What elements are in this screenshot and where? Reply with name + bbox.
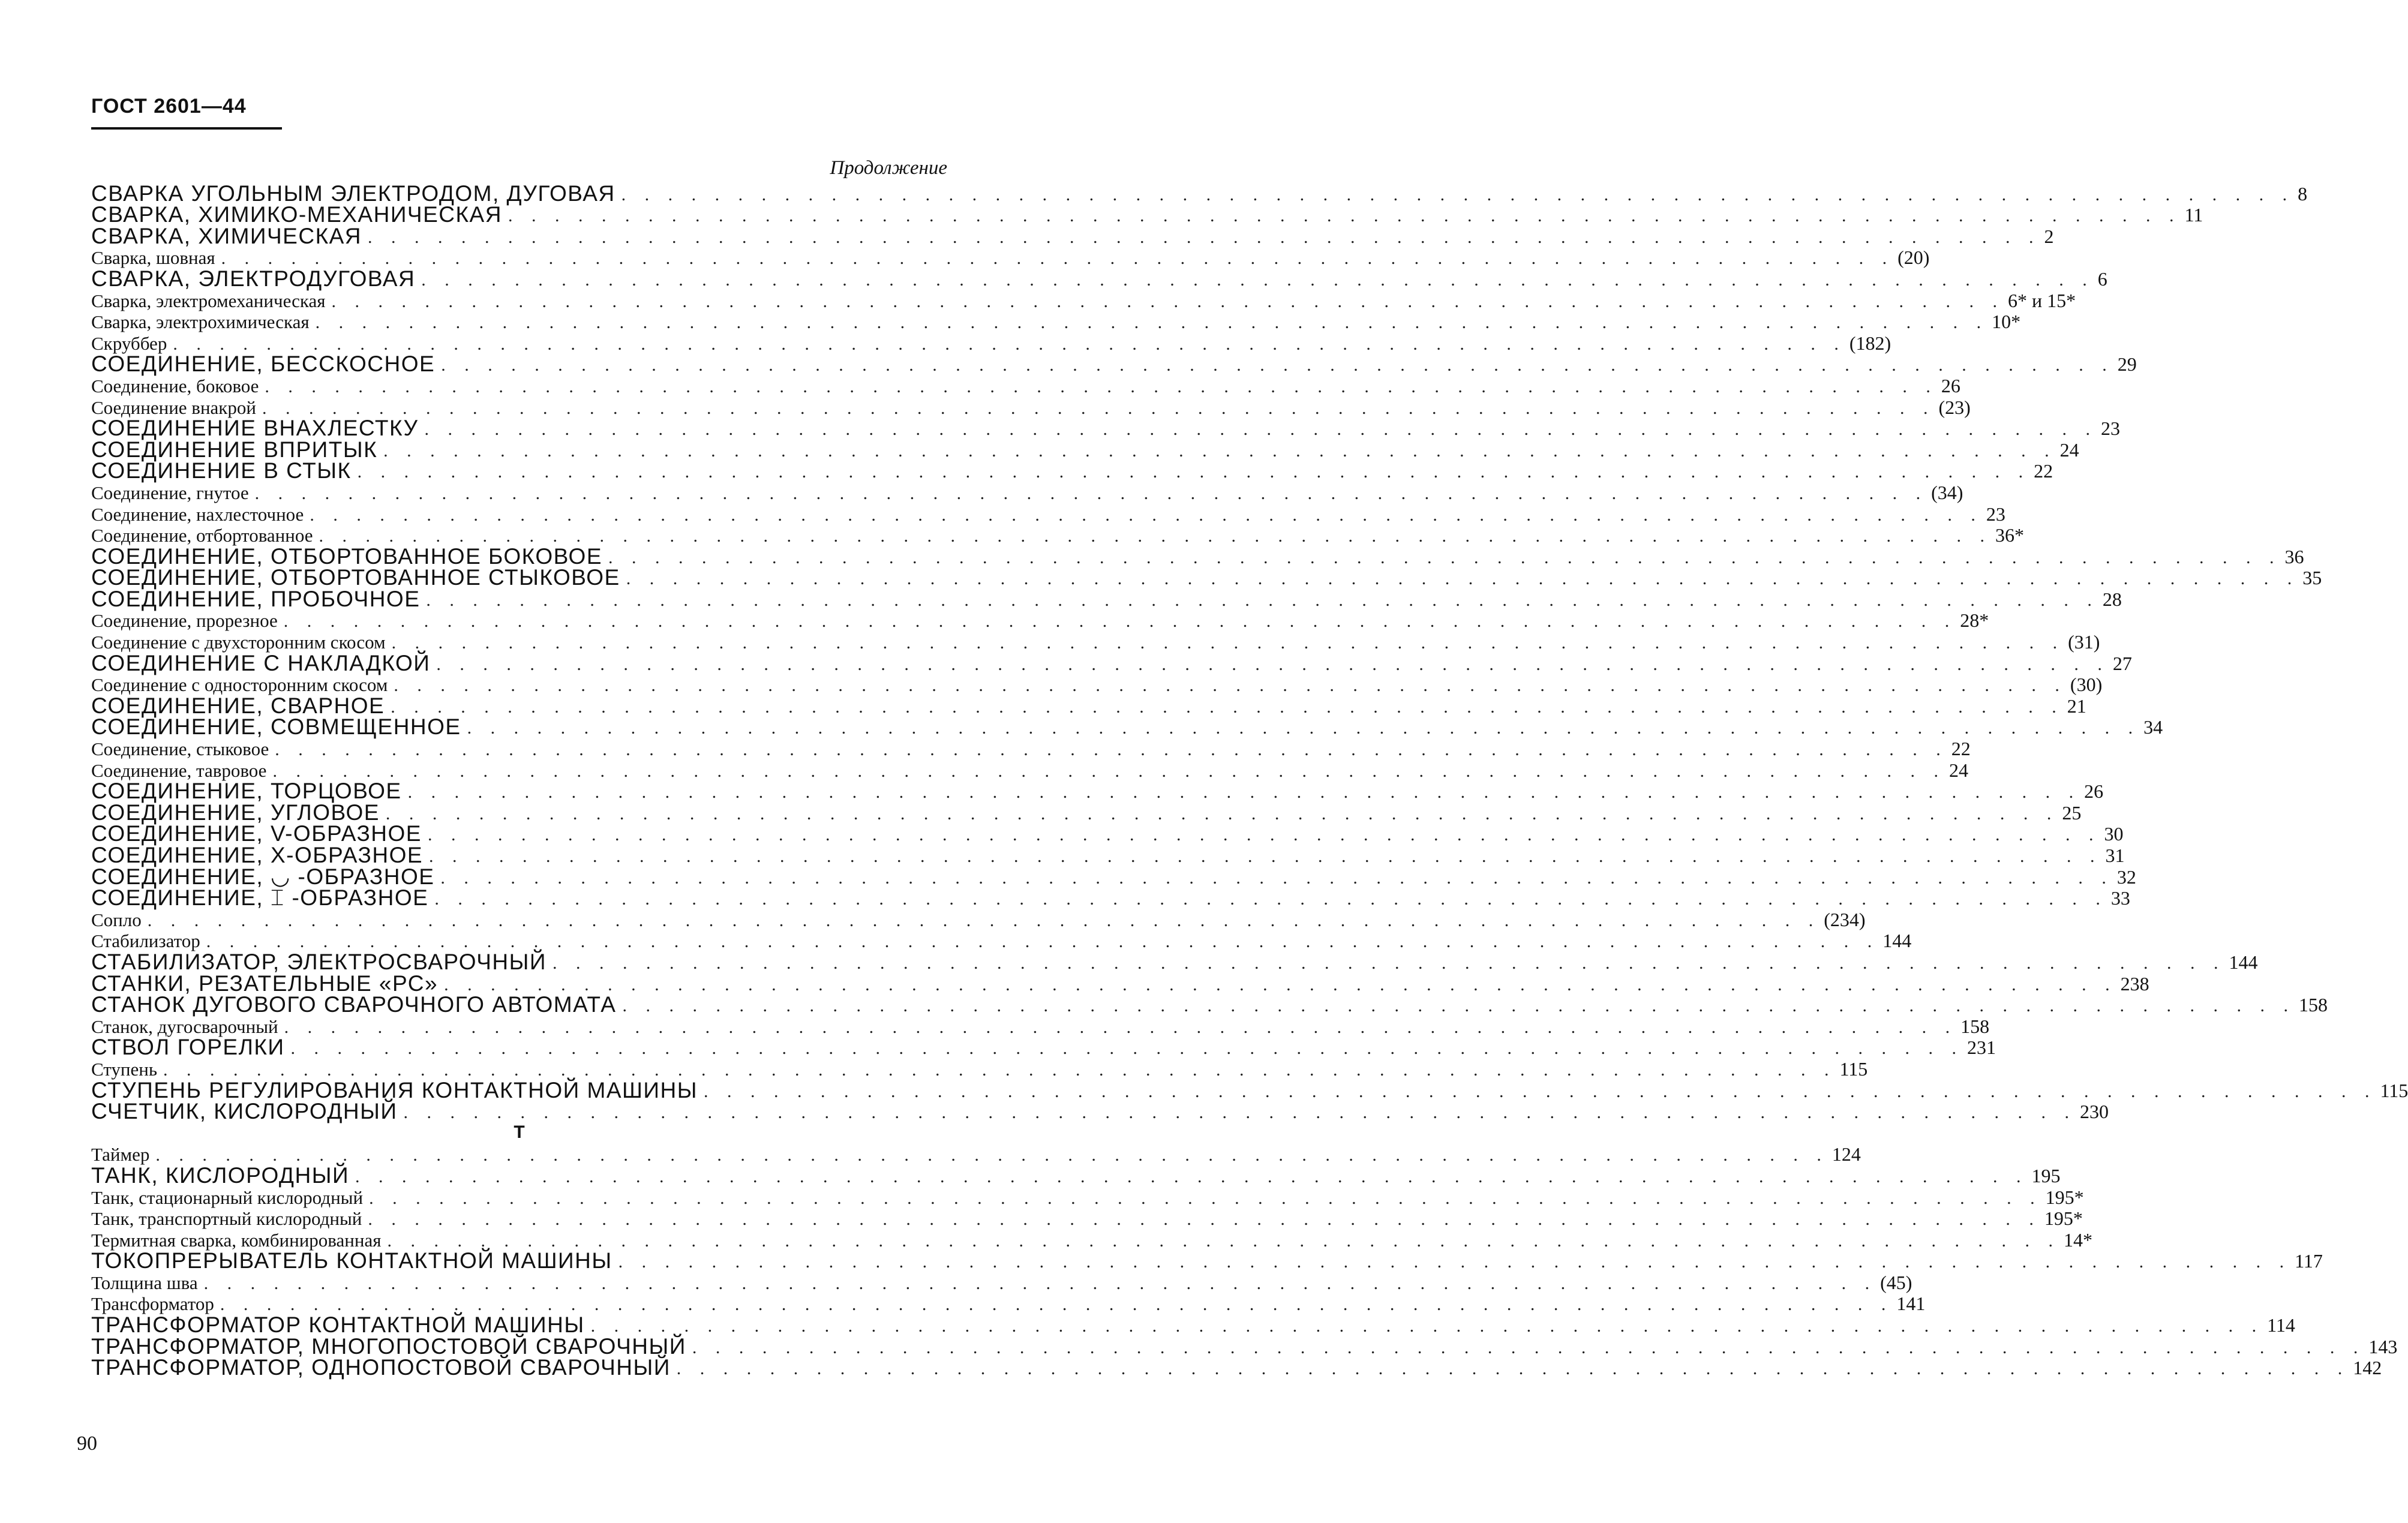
index-entry <box>91 1207 2083 1230</box>
index-entry <box>91 1355 2382 1380</box>
entry-page-ref: (34) <box>1931 481 1963 503</box>
dot-leader: . . . . . . . . . . . . . . . . . . . . . . . . . . . . . . . . . . . . . . . . . . . . . . . . . . . . . . . . . . . . . . . . . . . . . . . . <box>618 1252 2292 1272</box>
index-entry <box>91 693 2086 718</box>
index-entry <box>91 864 2136 889</box>
entry-page-ref: 142 <box>2353 1357 2382 1379</box>
entry-term: СОЕДИНЕНИЕ, ТОРЦОВОЕ <box>91 779 402 804</box>
index-entry <box>91 543 2304 569</box>
dot-leader: . . . . . . . . . . . . . . . . . . . . . . . . . . . . . . . . . . . . . . . . . . . . . . . . . . . . . . . . . . . . . . . . . . . . . . . . <box>621 184 2295 205</box>
index-entry <box>91 1312 2295 1338</box>
index-entry <box>91 1035 1996 1060</box>
index-entry <box>91 1186 2084 1208</box>
entry-term: СЧЕТЧИК, КИСЛОРОДНЫЙ <box>91 1099 398 1124</box>
dot-leader: . . . . . . . . . . . . . . . . . . . . . . . . . . . . . . . . . . . . . . . . . . . . . . . . . . . . . . . . . . . . . . . . . . . . . . . . <box>262 398 1935 418</box>
index-entry <box>91 1228 2092 1251</box>
entry-term: Соединение с односторонним скосом <box>91 674 388 696</box>
index-entry <box>91 630 2100 653</box>
entry-term: ТАНК, КИСЛОРОДНЫЙ <box>91 1162 350 1188</box>
dot-leader: . . . . . . . . . . . . . . . . . . . . . . . . . . . . . . . . . . . . . . . . . . . . . . . . . . . . . . . . . . . . . . . . . . . . . . . . <box>391 696 2064 717</box>
dot-leader: . . . . . . . . . . . . . . . . . . . . . . . . . . . . . . . . . . . . . . . . . . . . . . . . . . . . . . . . . . . . . . . . . . . . . . . . <box>434 889 2107 909</box>
index-entry <box>91 908 1866 930</box>
dot-leader: . . . . . . . . . . . . . . . . . . . . . . . . . . . . . . . . . . . . . . . . . . . . . . . . . . . . . . . . . . . . . . . . . . . . . . . . <box>385 803 2059 824</box>
entry-page-ref: 238 <box>2120 972 2149 995</box>
entry-term: СВАРКА УГОЛЬНЫМ ЭЛЕКТРОДОМ, ДУГОВАЯ <box>91 181 615 206</box>
dot-leader: . . . . . . . . . . . . . . . . . . . . . . . . . . . . . . . . . . . . . . . . . . . . . . . . . . . . . . . . . . . . . . . . . . . . . . . . <box>355 1166 2028 1186</box>
entry-term: СВАРКА, ХИМИКО-МЕХАНИЧЕСКАЯ <box>91 202 502 227</box>
entry-page-ref: 158 <box>2298 994 2328 1016</box>
entry-page-ref: 23 <box>2100 417 2120 440</box>
index-entry <box>91 1077 2408 1103</box>
index-entry <box>91 223 2054 248</box>
entry-term: Сварка, электромеханическая <box>91 290 326 311</box>
index-entry <box>91 416 2120 441</box>
index-entry <box>91 352 2137 377</box>
entry-page-ref: 144 <box>1882 930 1912 952</box>
index-entry <box>91 1058 1868 1080</box>
entry-term: СОЕДИНЕНИЕ, V-ОБРАЗНОЕ <box>91 821 422 846</box>
dot-leader: . . . . . . . . . . . . . . . . . . . . . . . . . . . . . . . . . . . . . . . . . . . . . . . . . . . . . . . . . . . . . . . . . . . . . . . . <box>444 974 2117 995</box>
dot-leader: . . . . . . . . . . . . . . . . . . . . . . . . . . . . . . . . . . . . . . . . . . . . . . . . . . . . . . . . . . . . . . . . . . . . . . . . <box>315 313 1989 333</box>
dot-leader: . . . . . . . . . . . . . . . . . . . . . . . . . . . . . . . . . . . . . . . . . . . . . . . . . . . . . . . . . . . . . . . . . . . . . . . . <box>387 1230 2060 1251</box>
dot-leader: . . . . . . . . . . . . . . . . . . . . . . . . . . . . . . . . . . . . . . . . . . . . . . . . . . . . . . . . . . . . . . . . . . . . . . . . <box>436 654 2109 674</box>
entry-page-ref: 30 <box>2104 823 2124 845</box>
entry-term: СТАНОК ДУГОВОГО СВАРОЧНОГО АВТОМАТА <box>91 992 617 1017</box>
entry-page-ref: 24 <box>2059 438 2079 461</box>
entry-term: ТРАНСФОРМАТОР КОНТАКТНОЙ МАШИНЫ <box>91 1312 585 1338</box>
index-entry <box>91 565 2322 590</box>
entry-page-ref: (234) <box>1824 908 1866 930</box>
index-entries <box>91 181 2408 1380</box>
dot-leader: . . . . . . . . . . . . . . . . . . . . . . . . . . . . . . . . . . . . . . . . . . . . . . . . . . . . . . . . . . . . . . . . . . . . . . . . <box>155 1145 1828 1165</box>
index-entry <box>91 737 1971 760</box>
index-entry <box>91 800 2082 825</box>
dot-leader: . . . . . . . . . . . . . . . . . . . . . . . . . . . . . . . . . . . . . . . . . . . . . . . . . . . . . . . . . . . . . . . . . . . . . . . . <box>203 1273 1877 1293</box>
dot-leader: . . . . . . . . . . . . . . . . . . . . . . . . . . . . . . . . . . . . . . . . . . . . . . . . . . . . . . . . . . . . . . . . . . . . . . . . <box>331 291 2004 311</box>
entry-term: Соединение, стыковое <box>91 738 269 760</box>
entry-page-ref: (31) <box>2068 631 2100 653</box>
dot-leader: . . . . . . . . . . . . . . . . . . . . . . . . . . . . . . . . . . . . . . . . . . . . . . . . . . . . . . . . . . . . . . . . . . . . . . . . <box>608 547 2281 567</box>
index-entry <box>91 503 2005 525</box>
entry-term: Танк, транспортный кислородный <box>91 1208 362 1230</box>
entry-page-ref: 230 <box>2079 1101 2109 1123</box>
entry-page-ref: 231 <box>1967 1037 1996 1059</box>
dot-leader: . . . . . . . . . . . . . . . . . . . . . . . . . . . . . . . . . . . . . . . . . . . . . . . . . . . . . . . . . . . . . . . . . . . . . . . . <box>427 825 2101 845</box>
entry-term: СОЕДИНЕНИЕ, ⌶ -ОБРАЗНОЕ <box>91 885 429 911</box>
entry-page-ref: 115 <box>1839 1058 1868 1080</box>
entry-term: СОЕДИНЕНИЕ, ◡ -ОБРАЗНОЕ <box>91 864 435 889</box>
index-entry <box>91 949 2258 974</box>
entry-term: СОЕДИНЕНИЕ, СОВМЕЩЕННОЕ <box>91 714 461 740</box>
dot-leader: . . . . . . . . . . . . . . . . . . . . . . . . . . . . . . . . . . . . . . . . . . . . . . . . . . . . . . . . . . . . . . . . . . . . . . . . <box>368 1209 2041 1230</box>
index-entry <box>91 885 2130 911</box>
dot-leader: . . . . . . . . . . . . . . . . . . . . . . . . . . . . . . . . . . . . . . . . . . . . . . . . . . . . . . . . . . . . . . . . . . . . . . . . <box>254 483 1928 503</box>
index-entry <box>91 971 2149 996</box>
entry-page-ref: 21 <box>2067 695 2086 717</box>
entry-term: Соединение, прорезное <box>91 610 278 632</box>
dot-leader: . . . . . . . . . . . . . . . . . . . . . . . . . . . . . . . . . . . . . . . . . . . . . . . . . . . . . . . . . . . . . . . . . . . . . . . . <box>383 440 2056 461</box>
continued-label: Продолжение <box>830 157 947 179</box>
entry-term: Ступень <box>91 1058 157 1080</box>
entry-page-ref: 25 <box>2062 801 2082 824</box>
dot-leader: . . . . . . . . . . . . . . . . . . . . . . . . . . . . . . . . . . . . . . . . . . . . . . . . . . . . . . . . . . . . . . . . . . . . . . . . <box>508 206 2181 226</box>
dot-leader: . . . . . . . . . . . . . . . . . . . . . . . . . . . . . . . . . . . . . . . . . . . . . . . . . . . . . . . . . . . . . . . . . . . . . . . . <box>290 1038 1963 1059</box>
entry-page-ref: 26 <box>1941 374 1960 396</box>
entry-page-ref: 195 <box>2031 1164 2061 1186</box>
index-entry <box>91 1271 1912 1293</box>
index-entry <box>91 524 2025 546</box>
dot-leader: . . . . . . . . . . . . . . . . . . . . . . . . . . . . . . . . . . . . . . . . . . . . . . . . . . . . . . . . . . . . . . . . . . . . . . . . <box>407 782 2081 803</box>
entry-term: ТРАНСФОРМАТОР, ОДНОПОСТОВОЙ СВАРОЧНЫЙ <box>91 1355 671 1380</box>
entry-page-ref: 144 <box>2229 951 2258 973</box>
entry-page-ref: 195* <box>2045 1186 2084 1208</box>
entry-page-ref: (45) <box>1880 1271 1912 1293</box>
index-entry <box>91 930 1912 952</box>
index-entry <box>91 779 2104 804</box>
entry-term: ТРАНСФОРМАТОР, МНОГОПОСТОВОЙ СВАРОЧНЫЙ <box>91 1333 686 1359</box>
entry-term: Таймер <box>91 1144 150 1165</box>
dot-leader: . . . . . . . . . . . . . . . . . . . . . . . . . . . . . . . . . . . . . . . . . . . . . . . . . . . . . . . . . . . . . . . . . . . . . . . . <box>357 462 2031 482</box>
entry-term: СОЕДИНЕНИЕ В СТЫК <box>91 458 352 483</box>
entry-term: Сопло <box>91 909 142 930</box>
dot-leader: . . . . . . . . . . . . . . . . . . . . . . . . . . . . . . . . . . . . . . . . . . . . . . . . . . . . . . . . . . . . . . . . . . . . . . . . <box>220 1294 1893 1315</box>
standard-header: ГОСТ 2601—44 <box>91 95 247 118</box>
index-entry <box>91 266 2107 291</box>
entry-term: Термитная сварка, комбинированная <box>91 1229 382 1251</box>
dot-leader: . . . . . . . . . . . . . . . . . . . . . . . . . . . . . . . . . . . . . . . . . . . . . . . . . . . . . . . . . . . . . . . . . . . . . . . . <box>163 1059 1836 1080</box>
entry-page-ref: 36 <box>2284 545 2304 567</box>
dot-leader: . . . . . . . . . . . . . . . . . . . . . . . . . . . . . . . . . . . . . . . . . . . . . . . . . . . . . . . . . . . . . . . . . . . . . . . . <box>391 633 2065 653</box>
entry-page-ref: (20) <box>1897 247 1930 269</box>
dot-leader: . . . . . . . . . . . . . . . . . . . . . . . . . . . . . . . . . . . . . . . . . . . . . . . . . . . . . . . . . . . . . . . . . . . . . . . . <box>424 419 2097 440</box>
entry-term: Соединение, гнутое <box>91 482 249 503</box>
entry-page-ref: 6* и 15* <box>2007 289 2076 311</box>
entry-page-ref: 158 <box>1960 1015 1990 1037</box>
entry-term: ТОКОПРЕРЫВАТЕЛЬ КОНТАКТНОЙ МАШИНЫ <box>91 1248 612 1273</box>
entry-page-ref: 117 <box>2295 1250 2323 1272</box>
entry-term: Сварка, шовная <box>91 247 215 269</box>
entry-page-ref: 32 <box>2116 866 2136 888</box>
entry-page-ref: 115 <box>2380 1079 2408 1101</box>
index-entry <box>91 396 1971 418</box>
index-entry <box>91 714 2163 740</box>
index-entry <box>91 586 2122 611</box>
entry-term: СОЕДИНЕНИЕ ВПРИТЫК <box>91 437 378 462</box>
entry-page-ref: 34 <box>2143 716 2163 738</box>
entry-page-ref: 31 <box>2105 845 2125 866</box>
entry-page-ref: 8 <box>2298 182 2308 205</box>
dot-leader: . . . . . . . . . . . . . . . . . . . . . . . . . . . . . . . . . . . . . . . . . . . . . . . . . . . . . . . . . . . . . . . . . . . . . . . . <box>552 953 2226 973</box>
entry-term: СОЕДИНЕНИЕ ВНАХЛЕСТКУ <box>91 416 419 441</box>
index-entry <box>91 332 1891 354</box>
index-entry <box>91 759 1968 781</box>
dot-leader: . . . . . . . . . . . . . . . . . . . . . . . . . . . . . . . . . . . . . . . . . . . . . . . . . . . . . . . . . . . . . . . . . . . . . . . . <box>206 932 1879 952</box>
entry-term: СОЕДИНЕНИЕ, УГЛОВОЕ <box>91 800 380 825</box>
entry-term: СВАРКА, ЭЛЕКТРОДУГОВАЯ <box>91 266 416 291</box>
index-entry <box>91 1333 2398 1359</box>
dot-leader: . . . . . . . . . . . . . . . . . . . . . . . . . . . . . . . . . . . . . . . . . . . . . . . . . . . . . . . . . . . . . . . . . . . . . . . . <box>622 996 2295 1016</box>
entry-page-ref: 28* <box>1960 609 1989 632</box>
dot-leader: . . . . . . . . . . . . . . . . . . . . . . . . . . . . . . . . . . . . . . . . . . . . . . . . . . . . . . . . . . . . . . . . . . . . . . . . <box>590 1316 2264 1336</box>
entry-term: Танк, стационарный кислородный <box>91 1186 364 1208</box>
entry-page-ref: 29 <box>2117 353 2137 376</box>
entry-page-ref: 26 <box>2084 780 2104 803</box>
entry-page-ref: 22 <box>2034 460 2053 482</box>
dot-leader: . . . . . . . . . . . . . . . . . . . . . . . . . . . . . . . . . . . . . . . . . . . . . . . . . . . . . . . . . . . . . . . . . . . . . . . . <box>676 1359 2350 1379</box>
page-number: 90 <box>77 1432 97 1455</box>
entry-term: СОЕДИНЕНИЕ, ПРОБОЧНОЕ <box>91 586 421 611</box>
dot-leader: . . . . . . . . . . . . . . . . . . . . . . . . . . . . . . . . . . . . . . . . . . . . . . . . . . . . . . . . . . . . . . . . . . . . . . . . <box>403 1103 2076 1123</box>
entry-page-ref: 10* <box>1992 311 2021 333</box>
entry-page-ref: 22 <box>1951 738 1971 760</box>
dot-leader: . . . . . . . . . . . . . . . . . . . . . . . . . . . . . . . . . . . . . . . . . . . . . . . . . . . . . . . . . . . . . . . . . . . . . . . . <box>692 1337 2365 1357</box>
index-entry <box>91 674 2103 696</box>
index-entry <box>91 609 1989 632</box>
index-entry <box>91 247 1930 269</box>
entry-term: Соединение, нахлесточное <box>91 503 304 525</box>
dot-leader: . . . . . . . . . . . . . . . . . . . . . . . . . . . . . . . . . . . . . . . . . . . . . . . . . . . . . . . . . . . . . . . . . . . . . . . . <box>275 740 1948 760</box>
entry-page-ref: 6 <box>2097 268 2107 290</box>
index-entry <box>91 458 2053 483</box>
dot-leader: . . . . . . . . . . . . . . . . . . . . . . . . . . . . . . . . . . . . . . . . . . . . . . . . . . . . . . . . . . . . . . . . . . . . . . . . <box>421 269 2094 290</box>
entry-term: СТАНКИ, РЕЗАТЕЛЬНЫЕ «РС» <box>91 971 439 996</box>
index-entry <box>91 311 2021 333</box>
index-entry <box>91 1143 1861 1165</box>
entry-term: СОЕДИНЕНИЕ, ОТБОРТОВАННОЕ БОКОВОЕ <box>91 543 603 569</box>
index-entry <box>91 1162 2061 1188</box>
entry-term: СВАРКА, ХИМИЧЕСКАЯ <box>91 223 362 248</box>
entry-page-ref: (182) <box>1849 332 1891 354</box>
entry-page-ref: 35 <box>2302 567 2322 589</box>
entry-term: Толщина шва <box>91 1272 198 1293</box>
entry-term: СТВОЛ ГОРЕЛКИ <box>91 1035 285 1060</box>
entry-term: СТУПЕНЬ РЕГУЛИРОВАНИЯ КОНТАКТНОЙ МАШИНЫ <box>91 1077 698 1103</box>
entry-term: СОЕДИНЕНИЕ, Х-ОБРАЗНОЕ <box>91 843 424 867</box>
dot-leader: . . . . . . . . . . . . . . . . . . . . . . . . . . . . . . . . . . . . . . . . . . . . . . . . . . . . . . . . . . . . . . . . . . . . . . . . <box>284 1017 1957 1037</box>
entry-page-ref: 11 <box>2184 204 2203 226</box>
dot-leader: . . . . . . . . . . . . . . . . . . . . . . . . . . . . . . . . . . . . . . . . . . . . . . . . . . . . . . . . . . . . . . . . . . . . . . . . <box>441 355 2114 376</box>
entry-page-ref: 2 <box>2044 225 2054 247</box>
dot-leader: . . . . . . . . . . . . . . . . . . . . . . . . . . . . . . . . . . . . . . . . . . . . . . . . . . . . . . . . . . . . . . . . . . . . . . . . <box>394 675 2067 696</box>
dot-leader: . . . . . . . . . . . . . . . . . . . . . . . . . . . . . . . . . . . . . . . . . . . . . . . . . . . . . . . . . . . . . . . . . . . . . . . . <box>283 611 1957 632</box>
index-entry <box>91 437 2079 462</box>
section-letter: Т <box>514 1122 525 1143</box>
dot-leader: . . . . . . . . . . . . . . . . . . . . . . . . . . . . . . . . . . . . . . . . . . . . . . . . . . . . . . . . . . . . . . . . . . . . . . . . <box>310 504 1983 525</box>
entry-page-ref: 23 <box>1986 503 2005 525</box>
entry-page-ref: 114 <box>2267 1314 2295 1336</box>
dot-leader: . . . . . . . . . . . . . . . . . . . . . . . . . . . . . . . . . . . . . . . . . . . . . . . . . . . . . . . . . . . . . . . . . . . . . . . . <box>626 569 2299 589</box>
entry-term: Соединение с двухсторонним скосом <box>91 632 386 653</box>
dot-leader: . . . . . . . . . . . . . . . . . . . . . . . . . . . . . . . . . . . . . . . . . . . . . . . . . . . . . . . . . . . . . . . . . . . . . . . . <box>703 1081 2377 1101</box>
entry-term: Соединение, тавровое <box>91 759 267 781</box>
dot-leader: . . . . . . . . . . . . . . . . . . . . . . . . . . . . . . . . . . . . . . . . . . . . . . . . . . . . . . . . . . . . . . . . . . . . . . . . <box>369 1188 2042 1208</box>
entry-term: Станок, дугосварочный <box>91 1016 278 1037</box>
entry-page-ref: 27 <box>2112 652 2132 674</box>
entry-term: СОЕДИНЕНИЕ, СВАРНОЕ <box>91 693 385 718</box>
entry-term: СОЕДИНЕНИЕ, ОТБОРТОВАННОЕ СТЫКОВОЕ <box>91 565 620 590</box>
index-entry <box>91 1099 2109 1124</box>
entry-term: Соединение внакрой <box>91 396 256 418</box>
entry-term: Соединение, отбортованное <box>91 525 313 546</box>
entry-page-ref: 36* <box>1995 524 2025 546</box>
dot-leader: . . . . . . . . . . . . . . . . . . . . . . . . . . . . . . . . . . . . . . . . . . . . . . . . . . . . . . . . . . . . . . . . . . . . . . . . <box>440 867 2113 888</box>
dot-leader: . . . . . . . . . . . . . . . . . . . . . . . . . . . . . . . . . . . . . . . . . . . . . . . . . . . . . . . . . . . . . . . . . . . . . . . . <box>467 718 2140 738</box>
dot-leader: . . . . . . . . . . . . . . . . . . . . . . . . . . . . . . . . . . . . . . . . . . . . . . . . . . . . . . . . . . . . . . . . . . . . . . . . <box>147 910 1821 930</box>
entry-page-ref: 143 <box>2368 1335 2398 1357</box>
index-entry <box>91 1248 2323 1273</box>
header-rule <box>91 127 282 130</box>
index-entry <box>91 481 1963 503</box>
index-entry <box>91 202 2203 227</box>
index-entry <box>91 181 2308 206</box>
entry-term: СОЕДИНЕНИЕ, БЕССКОСНОЕ <box>91 352 436 377</box>
entry-term: Скруббер <box>91 332 167 354</box>
entry-page-ref: 14* <box>2064 1228 2092 1251</box>
entry-page-ref: 33 <box>2110 887 2130 909</box>
index-entry <box>91 821 2124 846</box>
dot-leader: . . . . . . . . . . . . . . . . . . . . . . . . . . . . . . . . . . . . . . . . . . . . . . . . . . . . . . . . . . . . . . . . . . . . . . . . <box>221 248 1894 269</box>
entry-term: СТАБИЛИЗАТОР, ЭЛЕКТРОСВАРОЧНЫЙ <box>91 949 547 974</box>
index-entry <box>91 1015 1990 1037</box>
entry-page-ref: 141 <box>1896 1293 1926 1315</box>
entry-page-ref: (30) <box>2070 674 2103 696</box>
entry-term: Трансформатор <box>91 1293 214 1315</box>
entry-term: СОЕДИНЕНИЕ С НАКЛАДКОЙ <box>91 650 431 675</box>
entry-page-ref: 28 <box>2102 588 2122 610</box>
index-entry <box>91 843 2125 867</box>
entry-term: Сварка, электрохимическая <box>91 311 310 333</box>
dot-leader: . . . . . . . . . . . . . . . . . . . . . . . . . . . . . . . . . . . . . . . . . . . . . . . . . . . . . . . . . . . . . . . . . . . . . . . . <box>429 846 2102 866</box>
dot-leader: . . . . . . . . . . . . . . . . . . . . . . . . . . . . . . . . . . . . . . . . . . . . . . . . . . . . . . . . . . . . . . . . . . . . . . . . <box>265 376 1938 396</box>
dot-leader: . . . . . . . . . . . . . . . . . . . . . . . . . . . . . . . . . . . . . . . . . . . . . . . . . . . . . . . . . . . . . . . . . . . . . . . . <box>368 227 2041 247</box>
dot-leader: . . . . . . . . . . . . . . . . . . . . . . . . . . . . . . . . . . . . . . . . . . . . . . . . . . . . . . . . . . . . . . . . . . . . . . . . <box>426 590 2099 610</box>
entry-page-ref: 195* <box>2044 1207 2083 1230</box>
index-entry <box>91 1293 1926 1315</box>
dot-leader: . . . . . . . . . . . . . . . . . . . . . . . . . . . . . . . . . . . . . . . . . . . . . . . . . . . . . . . . . . . . . . . . . . . . . . . . <box>173 334 1846 354</box>
index-entry <box>91 650 2132 675</box>
index-entry <box>91 289 2076 311</box>
dot-leader: . . . . . . . . . . . . . . . . . . . . . . . . . . . . . . . . . . . . . . . . . . . . . . . . . . . . . . . . . . . . . . . . . . . . . . . . <box>319 526 1992 546</box>
entry-term: Соединение, боковое <box>91 375 259 396</box>
index-entry <box>91 992 2328 1017</box>
entry-term: Стабилизатор <box>91 930 200 952</box>
entry-page-ref: (23) <box>1938 396 1971 418</box>
index-entry <box>91 374 1960 396</box>
entry-page-ref: 24 <box>1948 759 1968 781</box>
dot-leader: . . . . . . . . . . . . . . . . . . . . . . . . . . . . . . . . . . . . . . . . . . . . . . . . . . . . . . . . . . . . . . . . . . . . . . . . <box>272 761 1945 781</box>
entry-page-ref: 124 <box>1831 1143 1861 1165</box>
